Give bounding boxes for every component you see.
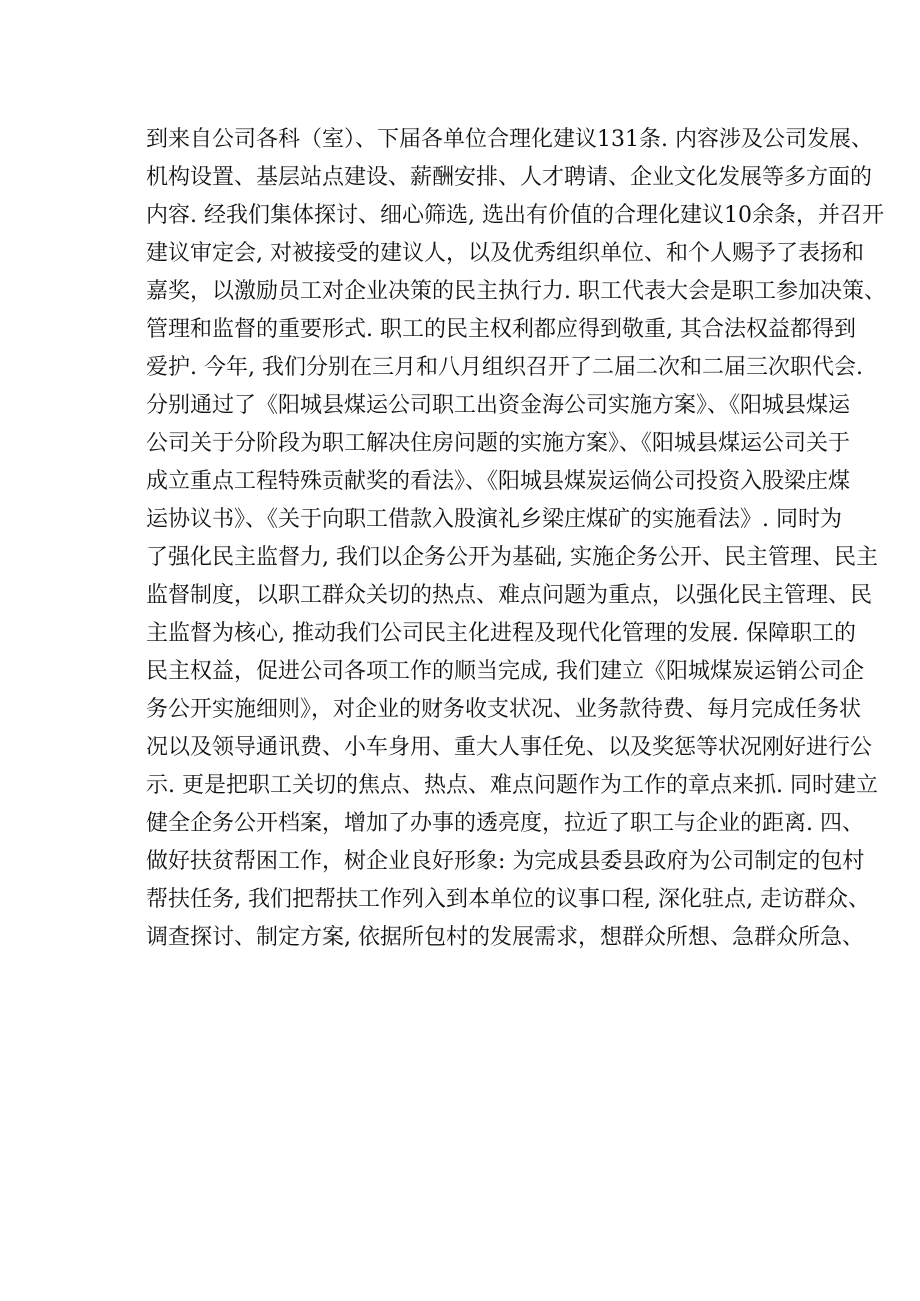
- text-line: 健全企务公开档案，增加了办事的透亮度，拉近了职工与企业的距离. 四、: [146, 811, 864, 836]
- text-line: 务公开实施细则》，对企业的财务收支状况、业务款待费、每月完成任务状: [146, 697, 862, 722]
- text-line: 分别通过了《阳城县煤运公司职工出资金海公司实施方案》、《阳城县煤运: [146, 393, 851, 418]
- text-line: 内容. 经我们集体探讨、细心筛选, 选出有价值的合理化建议10余条，并召开: [146, 203, 884, 228]
- text-line: 调查探讨、制定方案, 依据所包村的发展需求，想群众所想、急群众所急、: [146, 925, 864, 950]
- text-line: 监督制度，以职工群众关切的热点、难点问题为重点，以强化民主管理、民: [146, 583, 873, 608]
- text-line: 爱护. 今年, 我们分别在三月和八月组织召开了二届二次和二届三次职代会.: [146, 355, 863, 380]
- text-line: 主监督为核心, 推动我们公司民主化进程及现代化管理的发展. 保障职工的: [146, 621, 856, 646]
- text-line: 管理和监督的重要形式. 职工的民主权利都应得到敬重, 其合法权益都得到: [146, 317, 856, 342]
- text-line: 帮扶任务, 我们把帮扶工作列入到本单位的议事口程, 深化驻点, 走访群众、: [146, 887, 870, 912]
- text-line: 运协议书》、《关于向职工借款入股演礼乡梁庄煤矿的实施看法》. 同时为: [146, 507, 842, 532]
- body-text: [146, 121, 886, 957]
- text-line: 公司关于分阶段为职工解决住房问题的实施方案》、《阳城县煤运公司关于: [146, 431, 851, 456]
- text-line: 了强化民主监督力, 我们以企务公开为基础, 实施企务公开、民主管理、民主: [146, 545, 878, 570]
- text-line: 到来自公司各科（室）、下届各单位合理化建议131条. 内容涉及公司发展、: [146, 127, 873, 152]
- text-line: 况以及领导通讯费、小车身用、重大人事任免、以及奖惩等状况刚好进行公: [146, 735, 873, 760]
- text-line: 成立重点工程特殊贡献奖的看法》、《阳城县煤炭运倘公司投资入股梁庄煤: [146, 469, 851, 494]
- text-line: 示. 更是把职工关切的焦点、热点、难点问题作为工作的章点来抓. 同时建立: [146, 773, 878, 798]
- text-line: 嘉奖，以激励员工对企业决策的民主执行力. 职工代表大会是职工参加决策、: [146, 279, 886, 304]
- text-line: 做好扶贫帮困工作，树企业良好形象: 为完成县委县政府为公司制定的包村: [146, 849, 865, 874]
- text-line: 机构设置、基层站点建设、薪酬安排、人才聘请、企业文化发展等多方面的: [146, 165, 873, 190]
- text-line: 建议审定会, 对被接受的建议人，以及优秀组织单位、和个人赐予了表扬和: [146, 241, 864, 266]
- text-line: 民主权益，促进公司各项工作的顺当完成, 我们建立《阳城煤炭运销公司企: [146, 659, 864, 684]
